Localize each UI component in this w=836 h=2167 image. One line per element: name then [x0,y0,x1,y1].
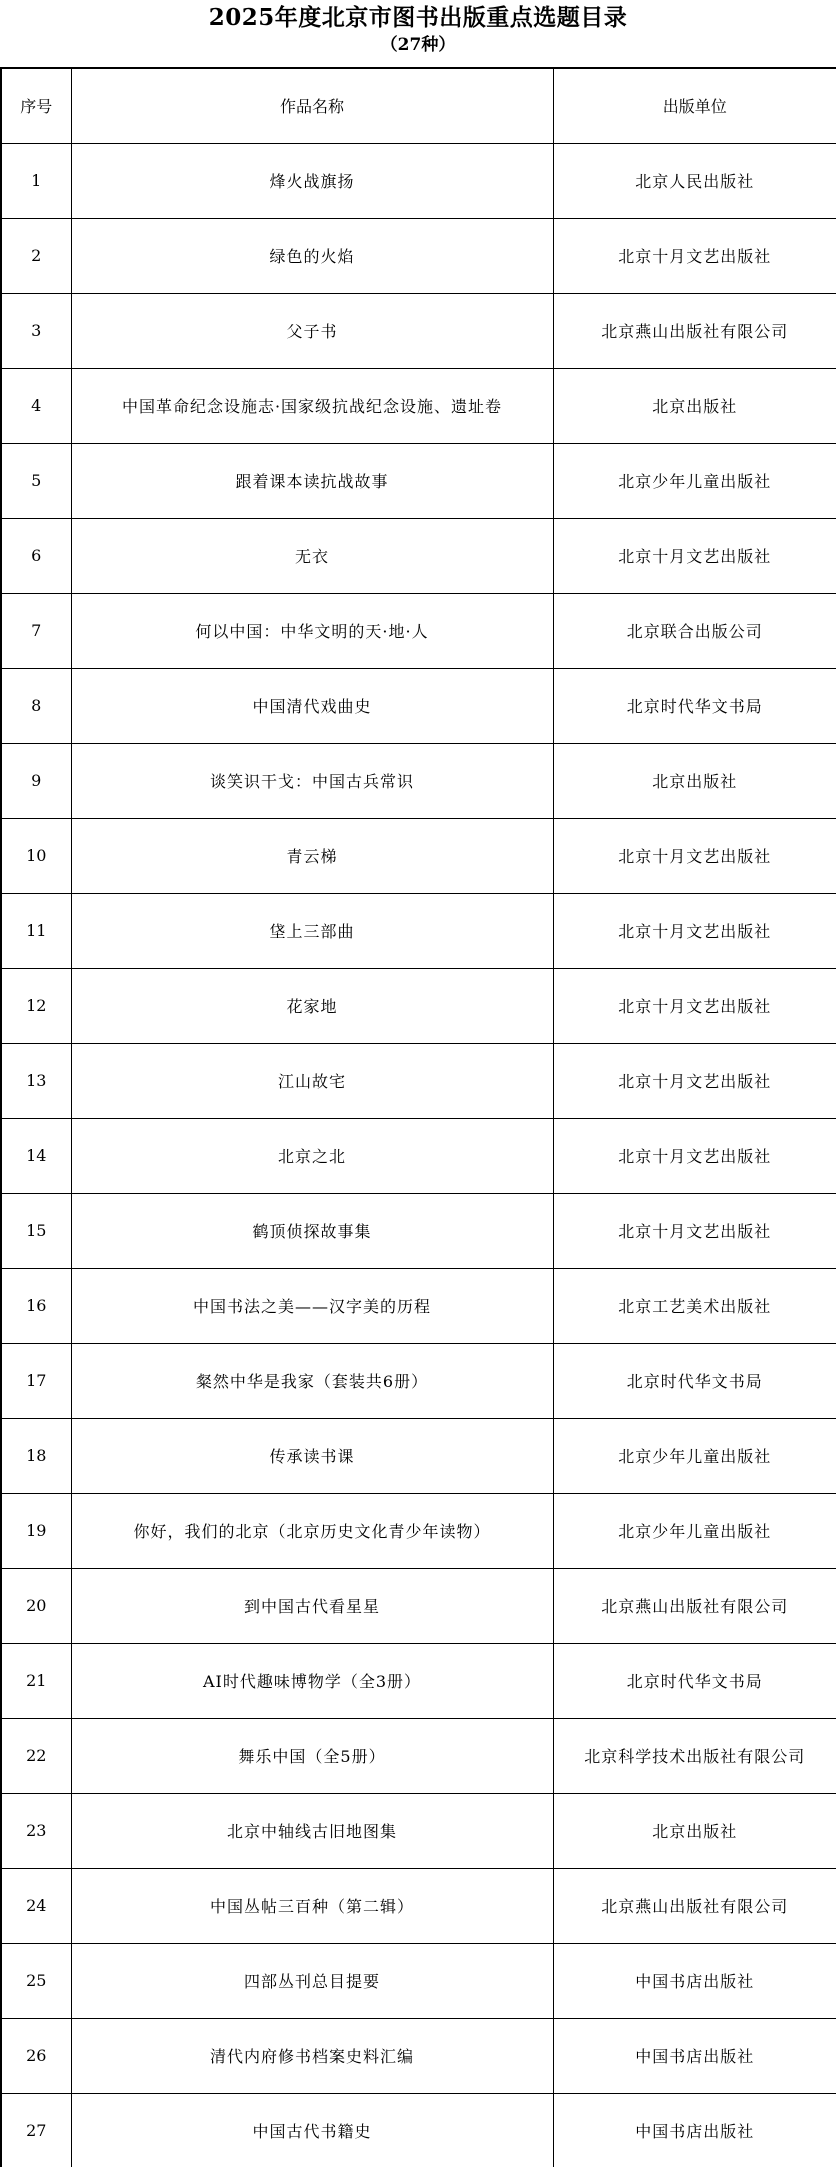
table-row [1,1193,836,1268]
publisher-name: 北京少年儿童出版社 [553,443,836,518]
publisher-name: 北京科学技术出版社有限公司 [553,1718,836,1793]
work-title: 父子书 [71,293,553,368]
table-row [1,1868,836,1943]
column-header-publisher: 出版单位 [553,68,836,143]
publisher-name: 北京十月文艺出版社 [553,968,836,1043]
row-serial-number: 17 [1,1343,71,1418]
work-title: 北京之北 [71,1118,553,1193]
work-title: 烽火战旗扬 [71,143,553,218]
table-header-row [1,68,836,143]
table-row [1,2093,836,2167]
table-row [1,1343,836,1418]
publisher-name: 北京十月文艺出版社 [553,1193,836,1268]
work-title: 谈笑识干戈：中国古兵常识 [71,743,553,818]
column-header-serial: 序号 [1,68,71,143]
table-row [1,893,836,968]
work-title: 鹤顶侦探故事集 [71,1193,553,1268]
work-title: 江山故宅 [71,1043,553,1118]
work-title: 无衣 [71,518,553,593]
row-serial-number: 8 [1,668,71,743]
table-row [1,668,836,743]
publisher-name: 北京燕山出版社有限公司 [553,1868,836,1943]
publisher-name: 北京少年儿童出版社 [553,1493,836,1568]
table-row [1,2018,836,2093]
work-title: 中国古代书籍史 [71,2093,553,2167]
work-title: 到中国古代看星星 [71,1568,553,1643]
row-serial-number: 9 [1,743,71,818]
row-serial-number: 12 [1,968,71,1043]
row-serial-number: 2 [1,218,71,293]
table-row [1,743,836,818]
work-title: 青云梯 [71,818,553,893]
work-title: 绿色的火焰 [71,218,553,293]
publisher-name: 中国书店出版社 [553,2018,836,2093]
work-title: 你好，我们的北京（北京历史文化青少年读物） [71,1493,553,1568]
catalog-table [0,67,836,2167]
row-serial-number: 15 [1,1193,71,1268]
publisher-name: 北京联合出版公司 [553,593,836,668]
publisher-name: 北京十月文艺出版社 [553,1118,836,1193]
table-row [1,143,836,218]
row-serial-number: 16 [1,1268,71,1343]
document-header [0,0,836,67]
row-serial-number: 10 [1,818,71,893]
row-serial-number: 26 [1,2018,71,2093]
table-row [1,1043,836,1118]
row-serial-number: 6 [1,518,71,593]
work-title: 传承读书课 [71,1418,553,1493]
row-serial-number: 13 [1,1043,71,1118]
table-row [1,1268,836,1343]
column-header-work-title: 作品名称 [71,68,553,143]
table-row [1,593,836,668]
row-serial-number: 11 [1,893,71,968]
row-serial-number: 23 [1,1793,71,1868]
work-title: 花家地 [71,968,553,1043]
row-serial-number: 19 [1,1493,71,1568]
work-title: 跟着课本读抗战故事 [71,443,553,518]
publisher-name: 中国书店出版社 [553,2093,836,2167]
table-row [1,1643,836,1718]
page-subtitle: （27种） [380,35,456,55]
work-title: 四部丛刊总目提要 [71,1943,553,2018]
work-title: 清代内府修书档案史料汇编 [71,2018,553,2093]
table-row [1,968,836,1043]
row-serial-number: 7 [1,593,71,668]
row-serial-number: 24 [1,1868,71,1943]
publisher-name: 北京人民出版社 [553,143,836,218]
work-title: 粲然中华是我家（套装共6册） [71,1343,553,1418]
row-serial-number: 25 [1,1943,71,2018]
table-row [1,1718,836,1793]
publisher-name: 北京时代华文书局 [553,1643,836,1718]
row-serial-number: 14 [1,1118,71,1193]
publisher-name: 中国书店出版社 [553,1943,836,2018]
table-row [1,1118,836,1193]
table-row [1,1568,836,1643]
table-row [1,218,836,293]
publisher-name: 北京燕山出版社有限公司 [553,293,836,368]
work-title: AI时代趣味博物学（全3册） [71,1643,553,1718]
row-serial-number: 22 [1,1718,71,1793]
row-serial-number: 21 [1,1643,71,1718]
row-serial-number: 5 [1,443,71,518]
table-row [1,1943,836,2018]
publisher-name: 北京少年儿童出版社 [553,1418,836,1493]
publisher-name: 北京十月文艺出版社 [553,218,836,293]
publisher-name: 北京出版社 [553,743,836,818]
work-title: 中国革命纪念设施志·国家级抗战纪念设施、遗址卷 [71,368,553,443]
publisher-name: 北京工艺美术出版社 [553,1268,836,1343]
page-title: 2025年度北京市图书出版重点选题目录 [208,4,628,31]
work-title: 舞乐中国（全5册） [71,1718,553,1793]
table-row [1,518,836,593]
publisher-name: 北京十月文艺出版社 [553,893,836,968]
table-row [1,443,836,518]
table-row [1,1418,836,1493]
table-row [1,368,836,443]
publisher-name: 北京燕山出版社有限公司 [553,1568,836,1643]
row-serial-number: 1 [1,143,71,218]
table-row [1,1493,836,1568]
publisher-name: 北京十月文艺出版社 [553,1043,836,1118]
table-row [1,1793,836,1868]
publisher-name: 北京出版社 [553,368,836,443]
publisher-name: 北京十月文艺出版社 [553,518,836,593]
publisher-name: 北京十月文艺出版社 [553,818,836,893]
row-serial-number: 3 [1,293,71,368]
work-title: 中国清代戏曲史 [71,668,553,743]
row-serial-number: 27 [1,2093,71,2167]
work-title: 何以中国：中华文明的天·地·人 [71,593,553,668]
table-row [1,818,836,893]
work-title: 中国丛帖三百种（第二辑） [71,1868,553,1943]
row-serial-number: 18 [1,1418,71,1493]
table-row [1,293,836,368]
work-title: 北京中轴线古旧地图集 [71,1793,553,1868]
row-serial-number: 20 [1,1568,71,1643]
publisher-name: 北京时代华文书局 [553,1343,836,1418]
work-title: 中国书法之美——汉字美的历程 [71,1268,553,1343]
publisher-name: 北京时代华文书局 [553,668,836,743]
work-title: 垡上三部曲 [71,893,553,968]
publisher-name: 北京出版社 [553,1793,836,1868]
row-serial-number: 4 [1,368,71,443]
